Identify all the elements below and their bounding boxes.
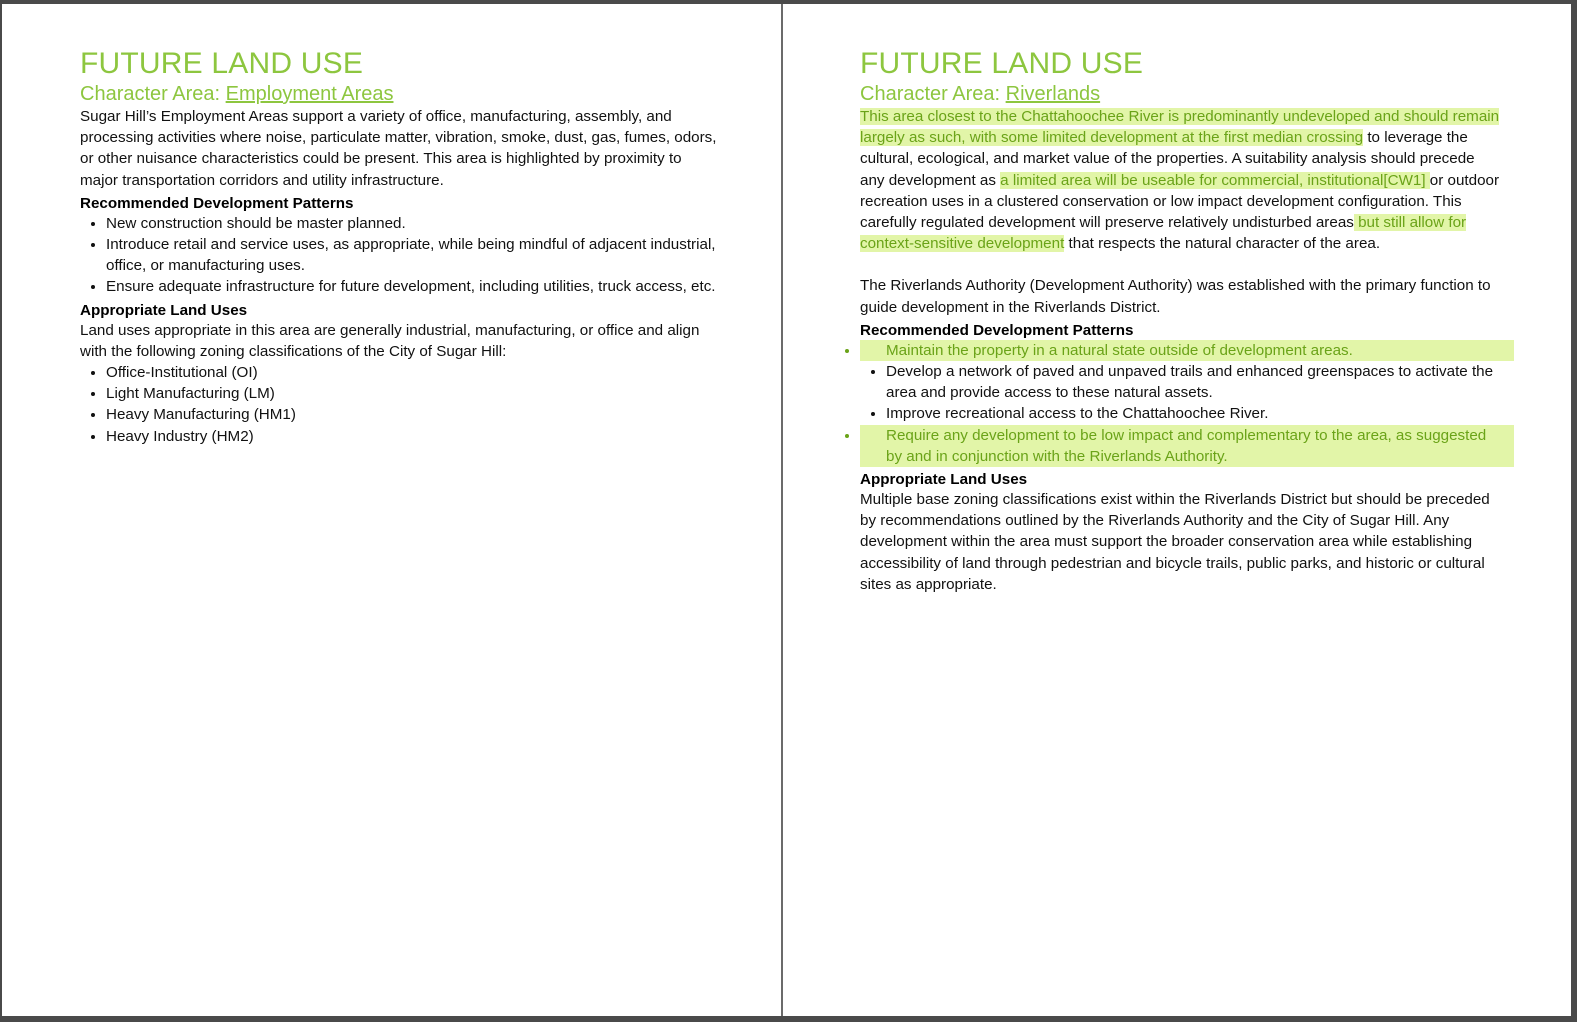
character-area-subtitle	[860, 82, 1500, 106]
document-spread	[2, 4, 1571, 1016]
patterns-heading: Recommended Development Patterns	[860, 321, 1134, 339]
patterns-heading: Recommended Development Patterns	[80, 194, 354, 212]
left-page-content	[80, 46, 720, 447]
subtitle-prefix: Character Area:	[860, 83, 1006, 105]
character-area-link[interactable]: Employment Areas	[225, 83, 394, 105]
paragraph-spacer	[860, 254, 1500, 275]
list-item: • Heavy Manufacturing (HM1)	[106, 404, 720, 425]
patterns-list	[80, 213, 720, 298]
list-item: • Introduce retail and service uses, as appropriate, while being mindful of adjacent industrial, office, or manufacturing uses.	[106, 234, 720, 276]
uses-heading: Appropriate Land Uses	[860, 471, 1028, 489]
page-title: FUTURE LAND USE	[80, 47, 364, 80]
list-item: • Heavy Industry (HM2)	[106, 426, 720, 447]
right-page-content	[860, 46, 1500, 595]
page-title: FUTURE LAND USE	[860, 47, 1144, 80]
body-text: or outdoor recreation uses in a clustered conservation or low impact development configuration. This carefully regulated development will preserve relatively undisturbed areas	[860, 171, 1500, 232]
authority-paragraph: The Riverlands Authority (Development Authority) was established with the primary function to guide development in the Riverlands District.	[860, 277, 1491, 316]
list-item: • Develop a network of paved and unpaved trails and enhanced greenspaces to activate the area and provide access to these natural assets.	[886, 361, 1500, 403]
zoning-list	[80, 362, 720, 447]
list-item-highlighted[interactable]: • Require any development to be low impact and complementary to the area, as suggested by and in conjunction with the Riverlands Authority.	[860, 425, 1514, 467]
intro-paragraph: Sugar Hill’s Employment Areas support a variety of office, manufacturing, assembly, and processing activities where noise, particulate matter, vibration, smoke, dust, gas, fumes, odors, or other nuisance characteristics could be present. This area is highlighted by proximity to major transportation corridors and utility infrastructure.	[80, 108, 717, 189]
body-text: to leverage the cultural, ecological, and market value of the properties. A suitability analysis should precede any development as	[860, 129, 1475, 189]
list-item: • Light Manufacturing (LM)	[106, 383, 720, 404]
right-page	[783, 4, 1569, 1016]
body-text: that respects the natural character of the area.	[1064, 235, 1381, 253]
highlighted-text[interactable]: This area closest to the Chattahoochee River is predominantly undeveloped and should remain largely as such, with some limited development at the first median crossing	[860, 108, 1500, 147]
list-item: • New construction should be master planned.	[106, 213, 720, 234]
highlighted-text[interactable]: a limited area will be useable for commercial, institutional[CW1]	[1000, 171, 1430, 189]
list-item-highlighted[interactable]: • Maintain the property in a natural state outside of development areas.	[860, 340, 1514, 361]
left-page	[2, 4, 783, 1016]
intro-paragraph	[860, 106, 1500, 254]
uses-intro: Land uses appropriate in this area are generally industrial, manufacturing, or office and align with the following zoning classifications of the City of Sugar Hill:	[80, 321, 700, 360]
subtitle-prefix: Character Area:	[80, 83, 226, 105]
patterns-list	[860, 340, 1500, 467]
character-area-link[interactable]: Riverlands	[1005, 83, 1101, 105]
list-item: • Improve recreational access to the Chattahoochee River.	[886, 403, 1500, 424]
character-area-subtitle	[80, 82, 720, 106]
list-item: • Ensure adequate infrastructure for future development, including utilities, truck access, etc.	[106, 276, 720, 297]
uses-heading: Appropriate Land Uses	[80, 301, 248, 319]
uses-paragraph: Multiple base zoning classifications exist within the Riverlands District but should be preceded by recommendations outlined by the Riverlands Authority and the City of Sugar Hill. Any development within the area must support the broader conservation area while establishing accessibility of land through pedestrian and bicycle trails, public parks, and historic or cultural sites as appropriate.	[860, 491, 1490, 593]
highlighted-text[interactable]: but still allow for context-sensitive development	[860, 214, 1467, 253]
list-item: • Office-Institutional (OI)	[106, 362, 720, 383]
